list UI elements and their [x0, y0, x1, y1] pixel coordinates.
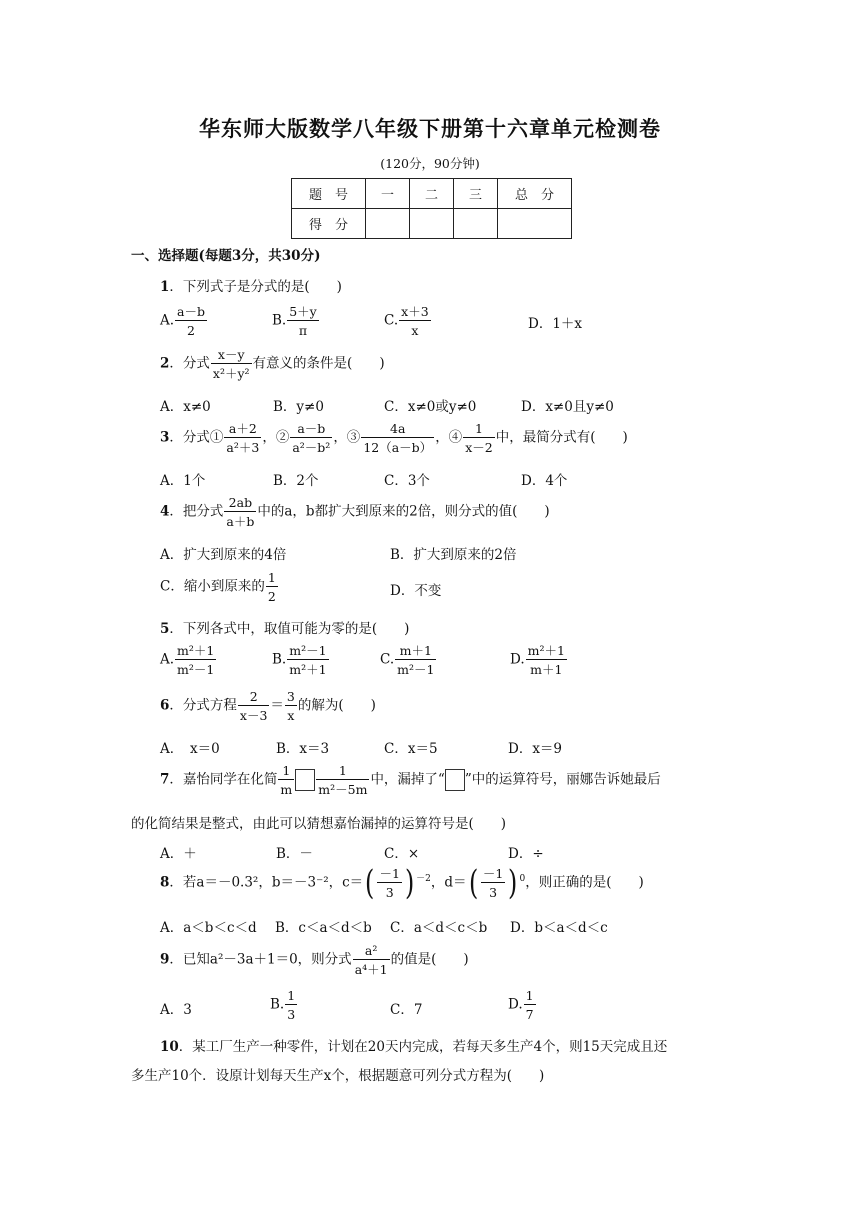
- question-number: 7: [160, 771, 170, 788]
- option-a[interactable]: A．扩大到原来的4倍: [160, 547, 287, 563]
- question-text: ．下列式子是分式的是( ): [169, 279, 342, 295]
- question-7-stem: 7．嘉怡同学在化简 $\frac{1}{m}$ $\frac{1}{\text{m²－5m}}$ 中，漏掉了“ ”中的运算符号，丽娜告诉她最后: [160, 763, 661, 797]
- option-a[interactable]: A．a＜b＜c＜d: [160, 920, 257, 936]
- fraction: $\frac{\text{m²＋1}}{\text{m²－1}}$: [177, 643, 215, 677]
- page-title: 华东师大版数学八年级下册第十六章单元检测卷: [199, 116, 661, 141]
- fraction: $\frac{2ab}{a+b}$: [226, 495, 255, 529]
- question-number: 10: [160, 1039, 179, 1055]
- fraction: $\frac{2}{x-3}$: [239, 689, 268, 723]
- option-b[interactable]: B．－: [276, 846, 313, 862]
- score-header-cell: 题 号: [292, 179, 366, 209]
- fraction: $\frac{3}{x}$: [286, 689, 295, 723]
- exponent: －2: [416, 874, 431, 884]
- option-b[interactable]: B．c＜a＜d＜b: [275, 920, 372, 936]
- option-c[interactable]: C．缩小到原来的 $\frac{1}{2}$: [160, 570, 276, 604]
- question-number: 2: [160, 355, 170, 372]
- fraction: $\frac{m+1}{\text{m²－1}}$: [397, 643, 435, 677]
- option-label: B.: [272, 312, 287, 329]
- option-a[interactable]: [160, 304, 208, 338]
- question-8-stem: 8．若a＝－0.3²，b＝－3⁻²，c＝( $\frac{-1}{3}$ ) $^{-2}$，d＝( $\frac{-1}{3}$ ) $^0$，则正确的是( ): [160, 863, 644, 903]
- score-table-score-row: [292, 209, 572, 239]
- option-a[interactable]: A．1个: [160, 473, 206, 489]
- option-b[interactable]: B．2个: [273, 473, 319, 489]
- fraction: $\frac{1}{7}$: [525, 988, 534, 1022]
- blank-operator-box[interactable]: [295, 769, 315, 791]
- option-c[interactable]: C．7: [390, 1002, 423, 1018]
- fraction: $\frac{-1}{3}$: [482, 866, 504, 900]
- question-2-stem: 2．分式 $\frac{x-y}{\text{x²＋y²}}$ 有意义的条件是( ): [160, 347, 385, 381]
- fraction: $\frac{a-b}{2}$: [177, 304, 206, 338]
- option-a[interactable]: A． x＝0: [160, 741, 220, 757]
- question-1-stem: [160, 275, 342, 295]
- option-b[interactable]: [272, 304, 320, 338]
- blank-operator-box: [445, 769, 465, 791]
- fraction: $\frac{1}{\text{m²－5m}}$: [318, 763, 368, 797]
- score-table: [291, 178, 572, 239]
- option-c[interactable]: C．a＜d＜c＜b: [390, 920, 488, 936]
- option-d[interactable]: D．不变: [390, 583, 442, 599]
- option-d[interactable]: D．x＝9: [508, 741, 563, 757]
- page-subtitle: (120分，90分钟): [380, 156, 480, 171]
- question-number: 5: [160, 621, 170, 637]
- question-number: 4: [160, 503, 170, 520]
- score-cell[interactable]: [366, 209, 410, 239]
- option-d[interactable]: D．4个: [521, 473, 568, 489]
- fraction: $\frac{\text{m²＋1}}{m+1}$: [527, 643, 565, 677]
- fraction: $\frac{\text{m²－1}}{\text{m²＋1}}$: [289, 643, 327, 677]
- option-c[interactable]: C．x＝5: [384, 741, 438, 757]
- option-c[interactable]: C．x≠0或y≠0: [384, 399, 477, 415]
- fraction: $\frac{1}{3}$: [287, 988, 296, 1022]
- option-c[interactable]: [384, 304, 432, 338]
- option-b[interactable]: B. $\frac{\text{m²－1}}{\text{m²＋1}}$: [272, 643, 327, 677]
- question-10-stem: 10．某工厂生产一种零件，计划在20天内完成，若每天多生产4个，则15天完成且还: [160, 1039, 668, 1055]
- score-header-cell: 总 分: [498, 179, 572, 209]
- question-10-line2: 多生产10个．设原计划每天生产x个，根据题意可列分式方程为( ): [131, 1068, 545, 1084]
- question-9-stem: 9．已知a²－3a＋1＝0，则分式 $\frac{\text{a²}}{\text{a⁴＋1}}$ 的值是( ): [160, 943, 469, 977]
- fraction: $\frac{x-y}{\text{x²＋y²}}$: [212, 347, 250, 381]
- fraction: $\frac{a-b}{\text{a²－b²}}$: [292, 421, 331, 455]
- option-d[interactable]: D．1＋x: [528, 316, 583, 332]
- question-number: 3: [160, 429, 170, 446]
- option-a[interactable]: A. $\frac{\text{m²＋1}}{\text{m²－1}}$: [160, 643, 215, 677]
- option-b[interactable]: B．扩大到原来的2倍: [390, 547, 517, 563]
- exponent: 0: [519, 874, 526, 884]
- question-3-stem: 3．分式① $\frac{a+2}{\text{a²＋3}}$ ，② $\frac{a-b}{\text{a²－b²}}$ ，③ $\frac{4a}{12(a-b)}$ ，④ $\frac{1}{x-2}$ 中，最简分式有( ): [160, 421, 628, 455]
- fraction: $\frac{1}{x-2}$: [465, 421, 493, 455]
- option-c[interactable]: C. $\frac{m+1}{\text{m²－1}}$: [380, 643, 435, 677]
- question-4-stem: 4．把分式 $\frac{2ab}{a+b}$ 中的a，b都扩大到原来的2倍，则分式的值( ): [160, 495, 550, 529]
- question-6-stem: 6．分式方程 $\frac{2}{x-3}$ ＝ $\frac{3}{x}$ 的解为( ): [160, 689, 376, 723]
- fraction: $\frac{5+y}{\pi}$: [289, 304, 317, 338]
- question-number: 9: [160, 951, 170, 968]
- score-header-cell: 三: [454, 179, 498, 209]
- option-b[interactable]: B. $\frac{1}{3}$: [270, 988, 296, 1022]
- option-a[interactable]: A．＋: [160, 846, 197, 862]
- option-b[interactable]: B．y≠0: [273, 399, 324, 415]
- score-row-label: 得 分: [292, 209, 366, 239]
- option-c[interactable]: C．×: [384, 846, 420, 862]
- option-a[interactable]: A．x≠0: [160, 399, 211, 415]
- option-a[interactable]: A．3: [160, 1002, 192, 1018]
- fraction: $\frac{1}{m}$: [280, 763, 293, 797]
- option-d[interactable]: D. $\frac{1}{7}$: [508, 988, 534, 1022]
- score-table-header-row: [292, 179, 572, 209]
- option-c[interactable]: C．3个: [384, 473, 430, 489]
- section-heading: 一、选择题(每题3分，共30分): [131, 248, 321, 264]
- option-b[interactable]: B．x＝3: [276, 741, 330, 757]
- score-cell[interactable]: [498, 209, 572, 239]
- fraction: $\frac{-1}{3}$: [379, 866, 400, 900]
- score-cell[interactable]: [410, 209, 454, 239]
- score-header-cell: 二: [410, 179, 454, 209]
- question-number: 8: [160, 874, 170, 891]
- option-d[interactable]: D．x≠0且y≠0: [521, 399, 614, 415]
- fraction: $\frac{\text{a²}}{\text{a⁴＋1}}$: [354, 943, 388, 977]
- option-d[interactable]: D．b＜a＜d＜c: [510, 920, 608, 936]
- option-d[interactable]: D．÷: [508, 846, 544, 862]
- score-cell[interactable]: [454, 209, 498, 239]
- option-d[interactable]: D. $\frac{\text{m²＋1}}{m+1}$: [510, 643, 565, 677]
- fraction: $\frac{x+3}{x}$: [401, 304, 429, 338]
- fraction: $\frac{1}{2}$: [267, 570, 276, 604]
- score-header-cell: 一: [366, 179, 410, 209]
- question-5-stem: 5．下列各式中，取值可能为零的是( ): [160, 621, 410, 637]
- question-number: 6: [160, 697, 170, 714]
- fraction: $\frac{a+2}{\text{a²＋3}}$: [226, 421, 260, 455]
- option-label: A.: [160, 312, 175, 329]
- option-label: C.: [384, 312, 399, 329]
- question-7-line2: 的化简结果是整式，由此可以猜想嘉怡漏掉的运算符号是( ): [131, 816, 507, 832]
- fraction: $\frac{4a}{12(a-b)}$: [363, 421, 433, 455]
- question-number: 1: [160, 279, 170, 295]
